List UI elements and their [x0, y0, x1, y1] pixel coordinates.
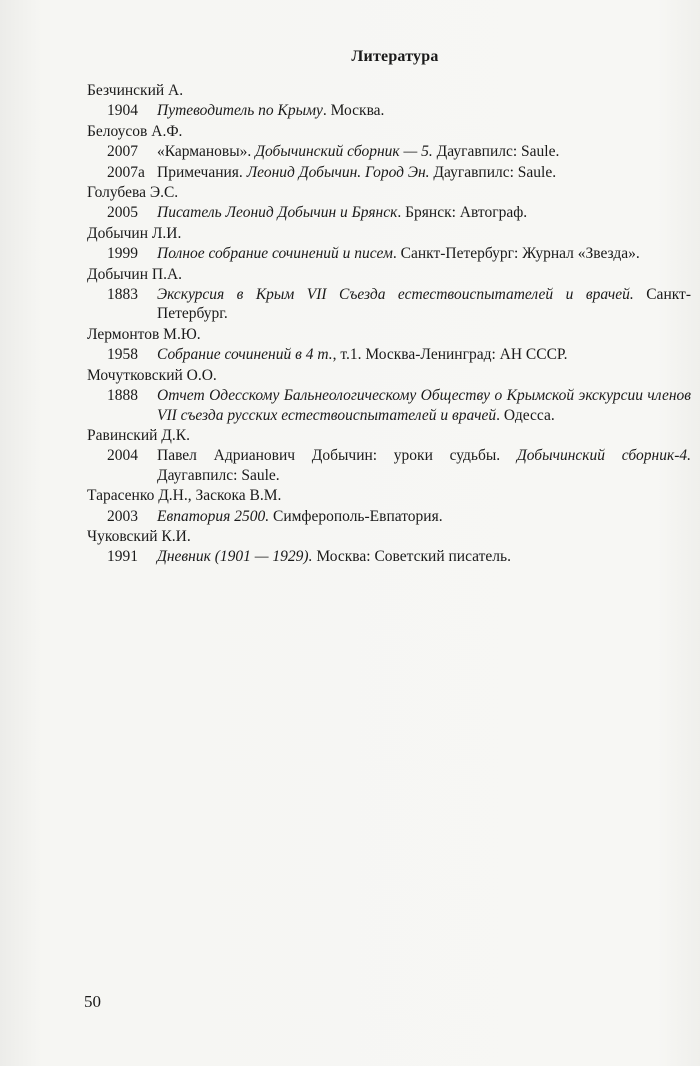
- bib-item: [87, 446, 697, 485]
- bib-title: Собрание сочинений в 4 т.: [157, 346, 333, 364]
- page-number: 50: [84, 992, 101, 1011]
- bib-entry: [87, 122, 697, 182]
- bib-entry: [87, 527, 697, 567]
- bib-year: 1999: [107, 245, 138, 263]
- bib-prefix: Павел Адрианович Добычин: уроки судьбы.: [157, 447, 517, 465]
- bib-item: [87, 345, 697, 364]
- bib-item: [87, 142, 697, 161]
- bib-item: [87, 386, 697, 425]
- bib-year: 1904: [107, 102, 138, 120]
- bib-reference: [157, 244, 697, 263]
- bib-reference: [157, 507, 697, 526]
- bib-reference: [157, 446, 697, 485]
- bib-item: [87, 244, 697, 263]
- bib-publisher: , т.1. Москва-Ленинград: АН СССР.: [332, 346, 568, 364]
- bib-year: 1888: [107, 387, 138, 405]
- bib-year: 2007: [107, 143, 138, 161]
- bib-reference: [157, 285, 697, 324]
- bib-publisher: Симферополь-Евпатория.: [269, 507, 443, 525]
- bib-reference: [157, 142, 697, 161]
- bib-publisher: . Брянск: Автограф.: [397, 204, 528, 222]
- bib-year: 2003: [107, 507, 138, 525]
- bib-year: 2007a: [107, 163, 145, 181]
- bib-item: [87, 507, 697, 526]
- bib-title: Леонид Добычин. Город Эн.: [246, 163, 430, 181]
- bib-author: Тарасенко Д.Н., Заскока В.М.: [87, 487, 282, 505]
- bib-publisher: Даугавпилс: Saule.: [429, 163, 557, 181]
- bib-entry: [87, 426, 697, 485]
- bib-entry: [87, 366, 697, 425]
- bib-entry: [87, 183, 697, 223]
- bib-author: Лермонтов М.Ю.: [87, 325, 201, 343]
- bib-reference: [157, 203, 697, 222]
- bib-year: 1958: [107, 346, 138, 364]
- bib-title: Отчет Одесскому Бальнеологическому Обществу о Крымской экскурсии членов VII съезда русских естествоиспытателей и врачей: [157, 387, 691, 424]
- bib-reference: [157, 386, 697, 425]
- bib-title: Экскурсия в Крым VII Съезда естествоиспытателей и врачей.: [157, 286, 634, 304]
- bib-prefix: Примечания.: [157, 163, 247, 181]
- bib-title: Добычинский сборник-4.: [516, 447, 691, 465]
- bib-item: [87, 285, 697, 324]
- bib-year: 1991: [107, 548, 138, 566]
- bib-author: Добычин Л.И.: [87, 224, 182, 242]
- bib-item: [87, 547, 697, 566]
- bib-reference: [157, 163, 697, 182]
- bib-title: Путеводитель по Крыму: [157, 102, 323, 120]
- bib-author: Белоусов А.Ф.: [87, 122, 183, 140]
- bib-author: Чуковский К.И.: [87, 527, 191, 545]
- bib-publisher: . Москва.: [322, 102, 385, 120]
- bib-title: Евпатория 2500.: [157, 507, 270, 525]
- bib-entry: [87, 486, 697, 526]
- bib-entry: [87, 265, 697, 324]
- bib-title: Писатель Леонид Добычин и Брянск: [157, 204, 398, 222]
- bib-title: Полное собрание сочинений и писем: [157, 245, 393, 263]
- bib-year: 2004: [107, 447, 138, 465]
- bib-author: Мочутковский О.О.: [87, 366, 217, 384]
- bib-title: Добычинский сборник — 5.: [255, 143, 433, 161]
- bib-reference: [157, 547, 697, 566]
- bib-author: Равинский Д.К.: [87, 426, 190, 444]
- page-title: Литература: [351, 48, 439, 65]
- bib-prefix: «Кармановы».: [157, 143, 256, 161]
- bib-item: [87, 101, 697, 120]
- bib-year: 2005: [107, 204, 138, 222]
- bib-entry: [87, 81, 697, 121]
- bib-publisher: Москва: Советский писатель.: [312, 548, 511, 566]
- bib-title: Дневник (1901 — 1929).: [157, 548, 313, 566]
- bib-author: Безчинский А.: [87, 82, 184, 99]
- bib-publisher: . Одесса.: [496, 406, 555, 424]
- bib-entry: [87, 224, 697, 264]
- bibliography-list: [87, 81, 697, 568]
- bib-publisher: Даугавпилс: Saule.: [432, 143, 560, 161]
- bib-item: [87, 163, 697, 182]
- bib-publisher: . Санкт-Петербург: Журнал «Звезда».: [392, 245, 640, 263]
- bib-author: Голубева Э.С.: [87, 184, 179, 202]
- bib-reference: [157, 345, 697, 364]
- bib-entry: [87, 325, 697, 365]
- bib-author: Добычин П.А.: [87, 265, 183, 283]
- bib-year: 1883: [107, 286, 138, 304]
- bib-publisher: Санкт-Петербург.: [157, 286, 691, 323]
- bib-reference: [157, 101, 697, 120]
- bib-publisher: Даугавпилс: Saule.: [157, 466, 280, 484]
- bib-item: [87, 203, 697, 222]
